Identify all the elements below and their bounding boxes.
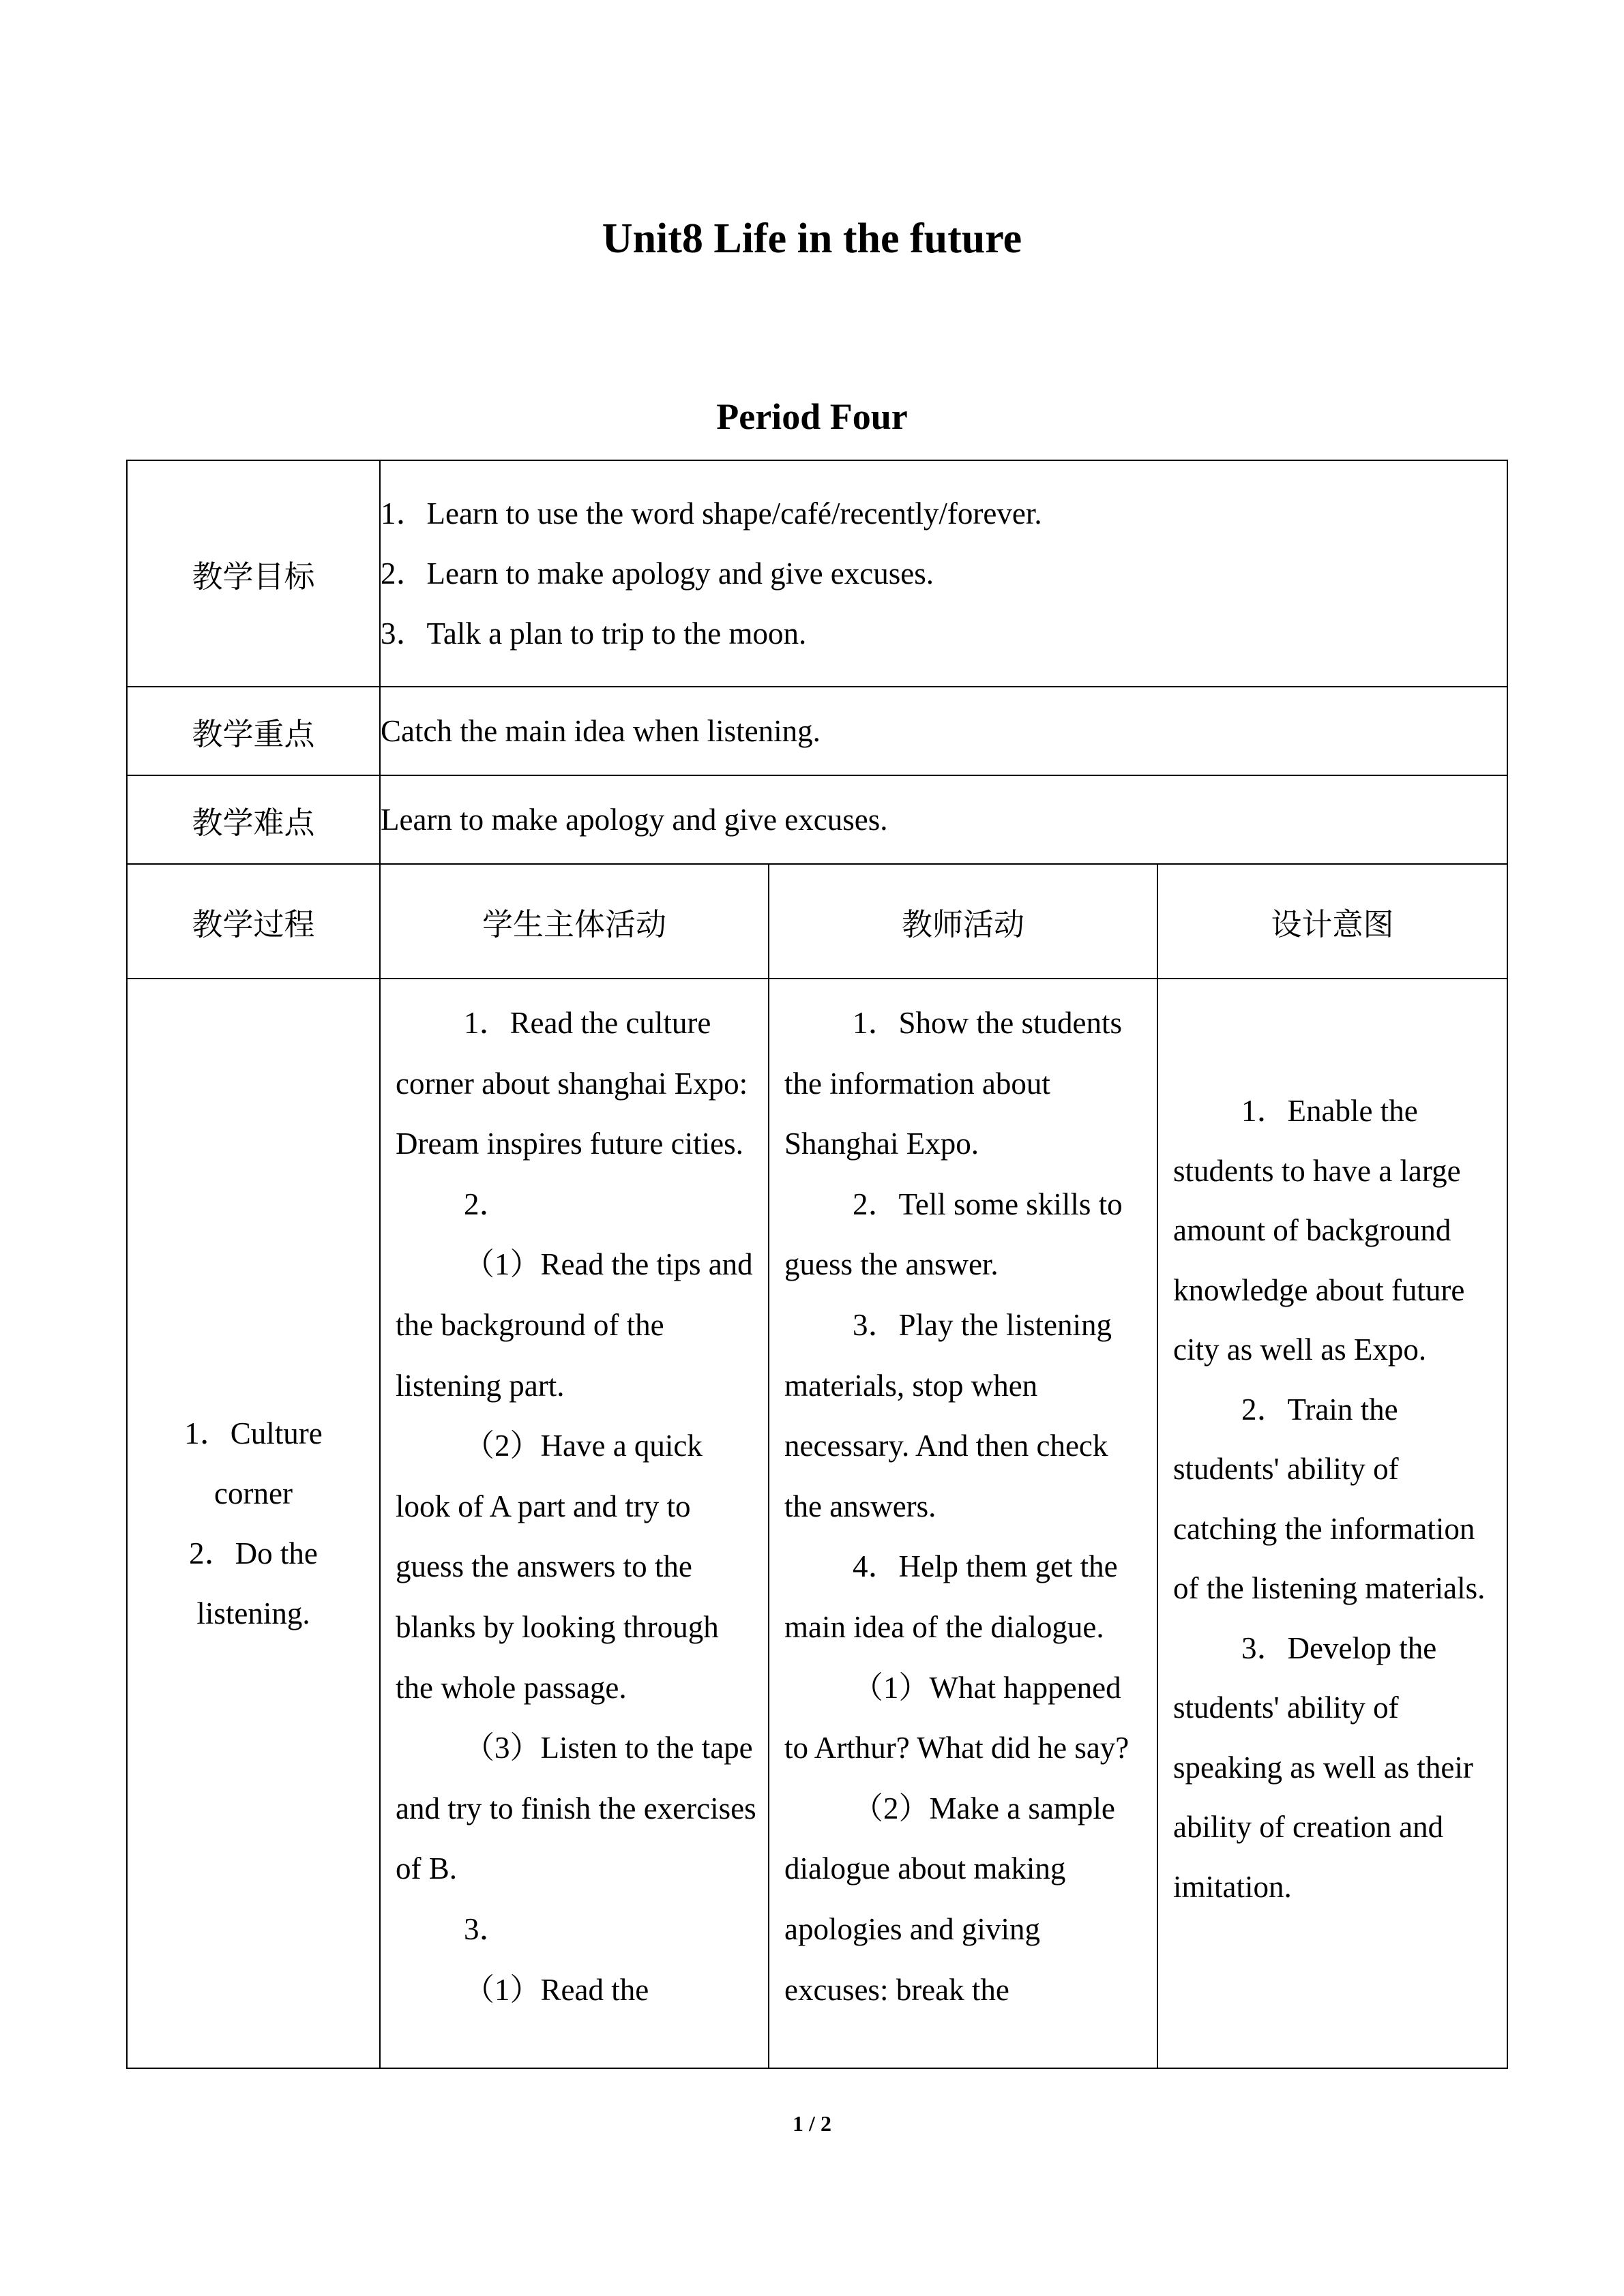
design-intent-cell [1157,979,1507,2068]
key-points-text: Catch the main idea when listening. [380,687,1507,775]
objectives-label: 教学目标 [127,460,380,687]
student-activity: （1）Read the tips and the background of the listening part. [396,1247,753,1403]
key-points-label: 教学重点 [127,687,380,775]
objective-item: 3．Talk a plan to trip to the moon. [381,616,807,651]
difficulties-row [127,775,1507,864]
design-intent-item: 3．Develop the students' ability of speaking as well as their ability of creation and imitation. [1173,1630,1473,1904]
objectives-list [380,460,1507,687]
page-title: Unit8 Life in the future [602,215,1022,262]
teacher-activity: 4．Help them get the main idea of the dialogue. [784,1549,1118,1644]
objective-item: 2．Learn to make apology and give excuses. [381,556,934,591]
phase-line: listening. [196,1596,310,1630]
teacher-activities-cell [769,979,1157,2068]
student-activity: 1．Read the culture corner about shanghai Expo: Dream inspires future cities. [396,1006,748,1161]
design-intent-header: 设计意图 [1157,864,1507,979]
student-activities-cell [380,979,769,2068]
student-activity: （3）Listen to the tape and try to finish the exercises of B. [396,1731,756,1886]
student-activity: 2． [464,1187,510,1221]
teacher-activity-header: 教师活动 [769,864,1157,979]
process-body-row [127,979,1507,2068]
teacher-activity: （1）What happened to Arthur? What did he say? [784,1670,1130,1765]
student-activity: （1）Read the [464,1972,649,2007]
student-activity: （2）Have a quick look of A part and try to guess the answers to the blanks by looking through the whole passage. [396,1429,719,1705]
period-subtitle: Period Four [716,396,908,437]
lesson-plan-table [126,460,1508,2069]
student-activity-header: 学生主体活动 [380,864,769,979]
teacher-activity: 1．Show the students the information about Shanghai Expo. [784,1006,1123,1161]
phase-line: 2．Do the [189,1536,318,1570]
student-activity: 3． [464,1911,510,1946]
key-points-row [127,687,1507,775]
process-label: 教学过程 [127,864,380,979]
phase-line: 1．Culture [184,1416,323,1450]
phase-line: corner [214,1476,293,1510]
teacher-activity: 2．Tell some skills to guess the answer. [784,1187,1123,1282]
process-header-row [127,864,1507,979]
teacher-activity: 3．Play the listening materials, stop when necessary. And then check the answers. [784,1307,1112,1523]
difficulties-text: Learn to make apology and give excuses. [380,775,1507,864]
teacher-activity: （2）Make a sample dialogue about making apologies and giving excuses: break the [784,1791,1115,2007]
page-number: 1 / 2 [793,2111,831,2136]
design-intent-item: 1．Enable the students to have a large amount of background knowledge about future city as well as Expo. [1173,1094,1465,1367]
objective-item: 1．Learn to use the word shape/café/recently/forever. [381,496,1042,531]
difficulties-label: 教学难点 [127,775,380,864]
objectives-row [127,460,1507,687]
design-intent-item: 2．Train the students' ability of catching the information of the listening materials. [1173,1392,1486,1605]
phase-cell [127,979,380,2068]
